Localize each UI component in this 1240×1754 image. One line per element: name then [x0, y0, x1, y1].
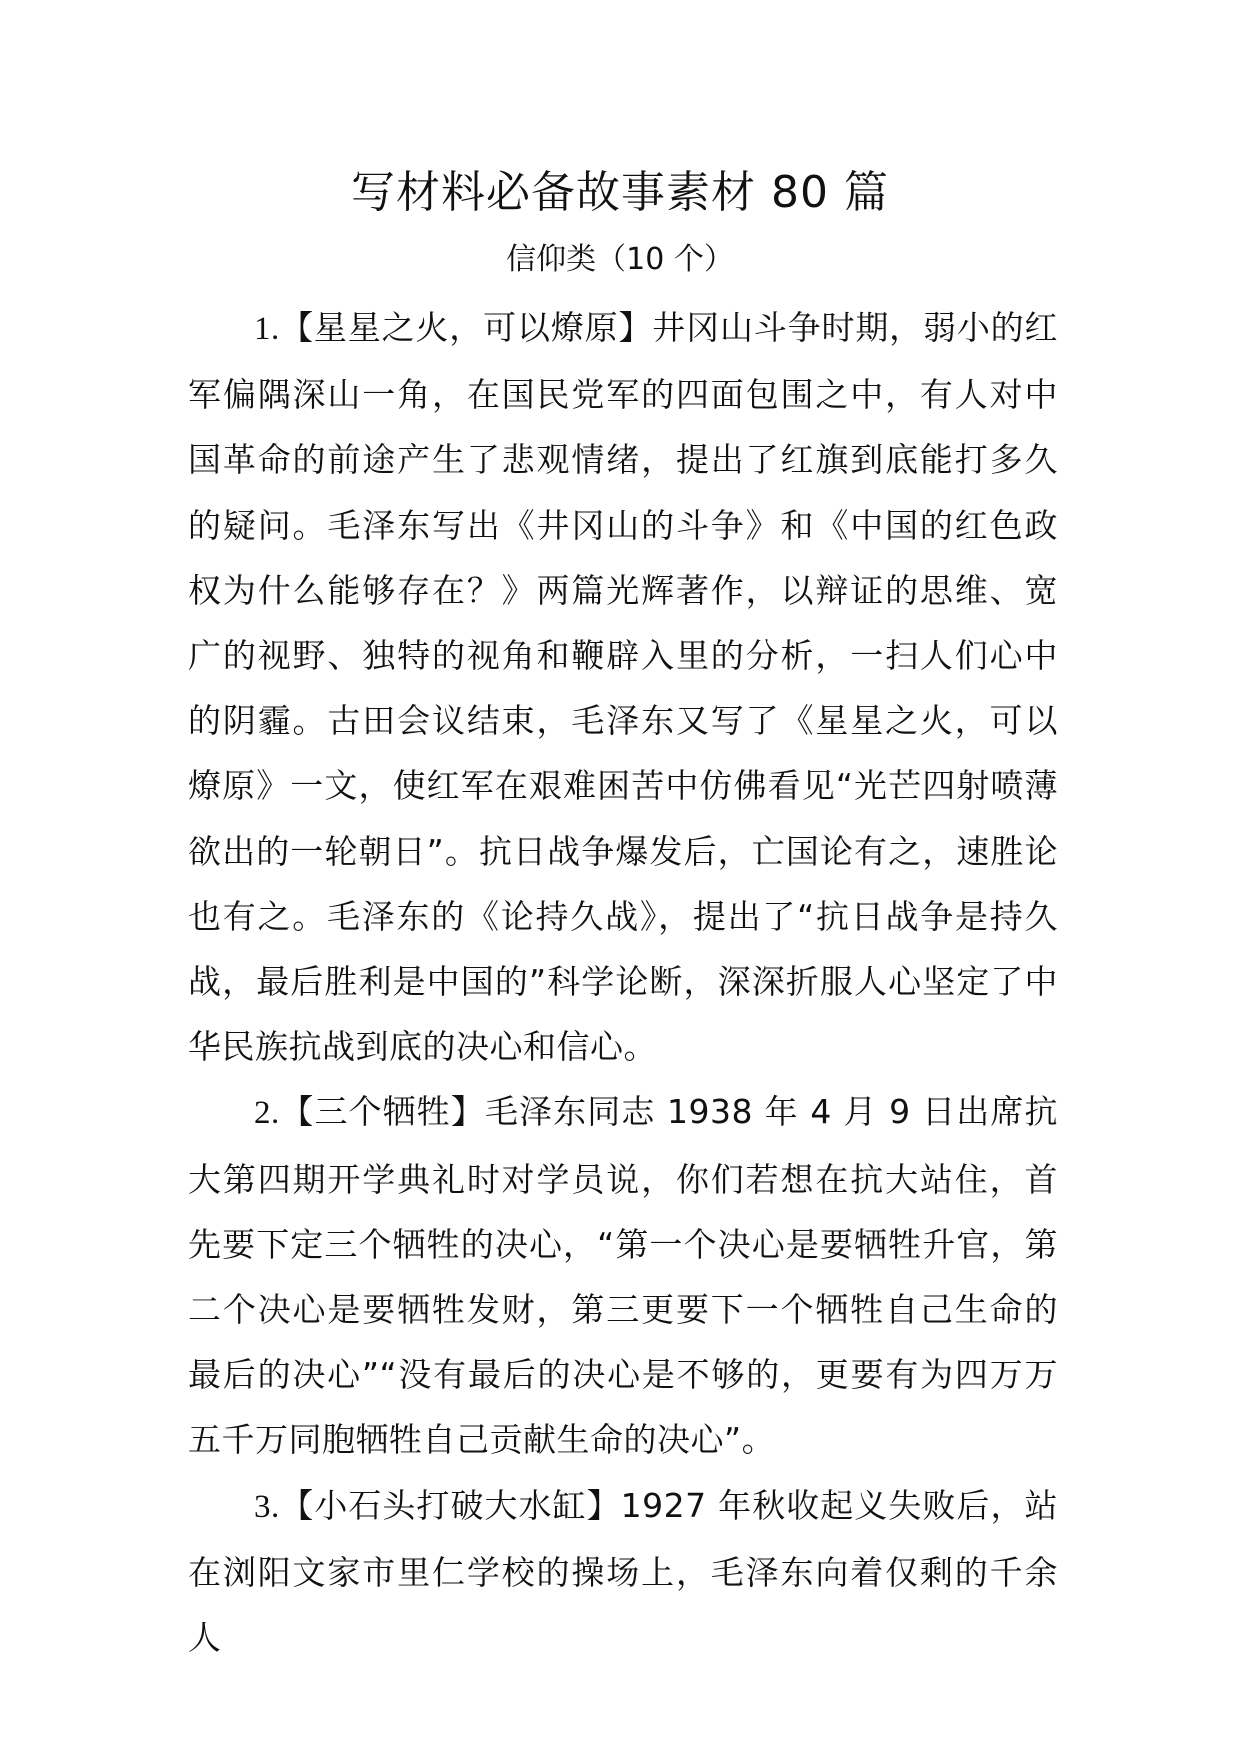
story-paragraph-1 — [188, 295, 1058, 1079]
paragraph-text: 【小石头打破大水缸】1927 年秋收起义失败后，站在浏阳文家市里仁学校的操场上，毛泽东向着仅剩的千余人 — [188, 1485, 1058, 1658]
paragraph-text: 【星星之火，可以燎原】井冈山斗争时期，弱小的红军偏隅深山一角，在国民党军的四面包围之中，有人对中国革命的前途产生了悲观情绪，提出了红旗到底能打多久的疑问。毛泽东写出《井冈山的斗争》和《中国的红色政权为什么能够存在？》两篇光辉著作，以辩证的思维、宽广的视野、独特的视角和鞭辟入里的分析，一扫人们心中的阴霾。古田会议结束，毛泽东又写了《星星之火，可以燎原》一文，使红军在艰难困苦中仿佛看见“光芒四射喷薄欲出的一轮朝日”。抗日战争爆发后，亡国论有之，速胜论也有之。毛泽东的《论持久战》，提出了“抗日战争是持久战，最后胜利是中国的”科学论断，深深折服人心坚定了中华民族抗战到底的决心和信心。 — [188, 308, 1058, 1067]
paragraph-number: 3. — [254, 1488, 280, 1525]
paragraph-number: 1. — [254, 311, 280, 347]
paragraph-text: 【三个牺牲】毛泽东同志 1938 年 4 月 9 日出席抗大第四期开学典礼时对学员说，你们若想在抗大站住，首先要下定三个牺牲的决心，“第一个决心是要牺牲升官，第二个决心是要牺牲发财，第三更要下一个牺牲自己生命的最后的决心”“没有最后的决心是不够的，更要有为四万万五千万同胞牺牲自己贡献生命的决心”。 — [188, 1092, 1058, 1460]
document-body — [188, 295, 1058, 1670]
story-paragraph-3 — [188, 1473, 1058, 1671]
paragraph-number: 2. — [254, 1095, 280, 1132]
section-subtitle: 信仰类（10 个） — [506, 242, 734, 277]
document-title: 写材料必备故事素材 80 篇 — [351, 167, 889, 218]
story-paragraph-2 — [188, 1079, 1058, 1472]
